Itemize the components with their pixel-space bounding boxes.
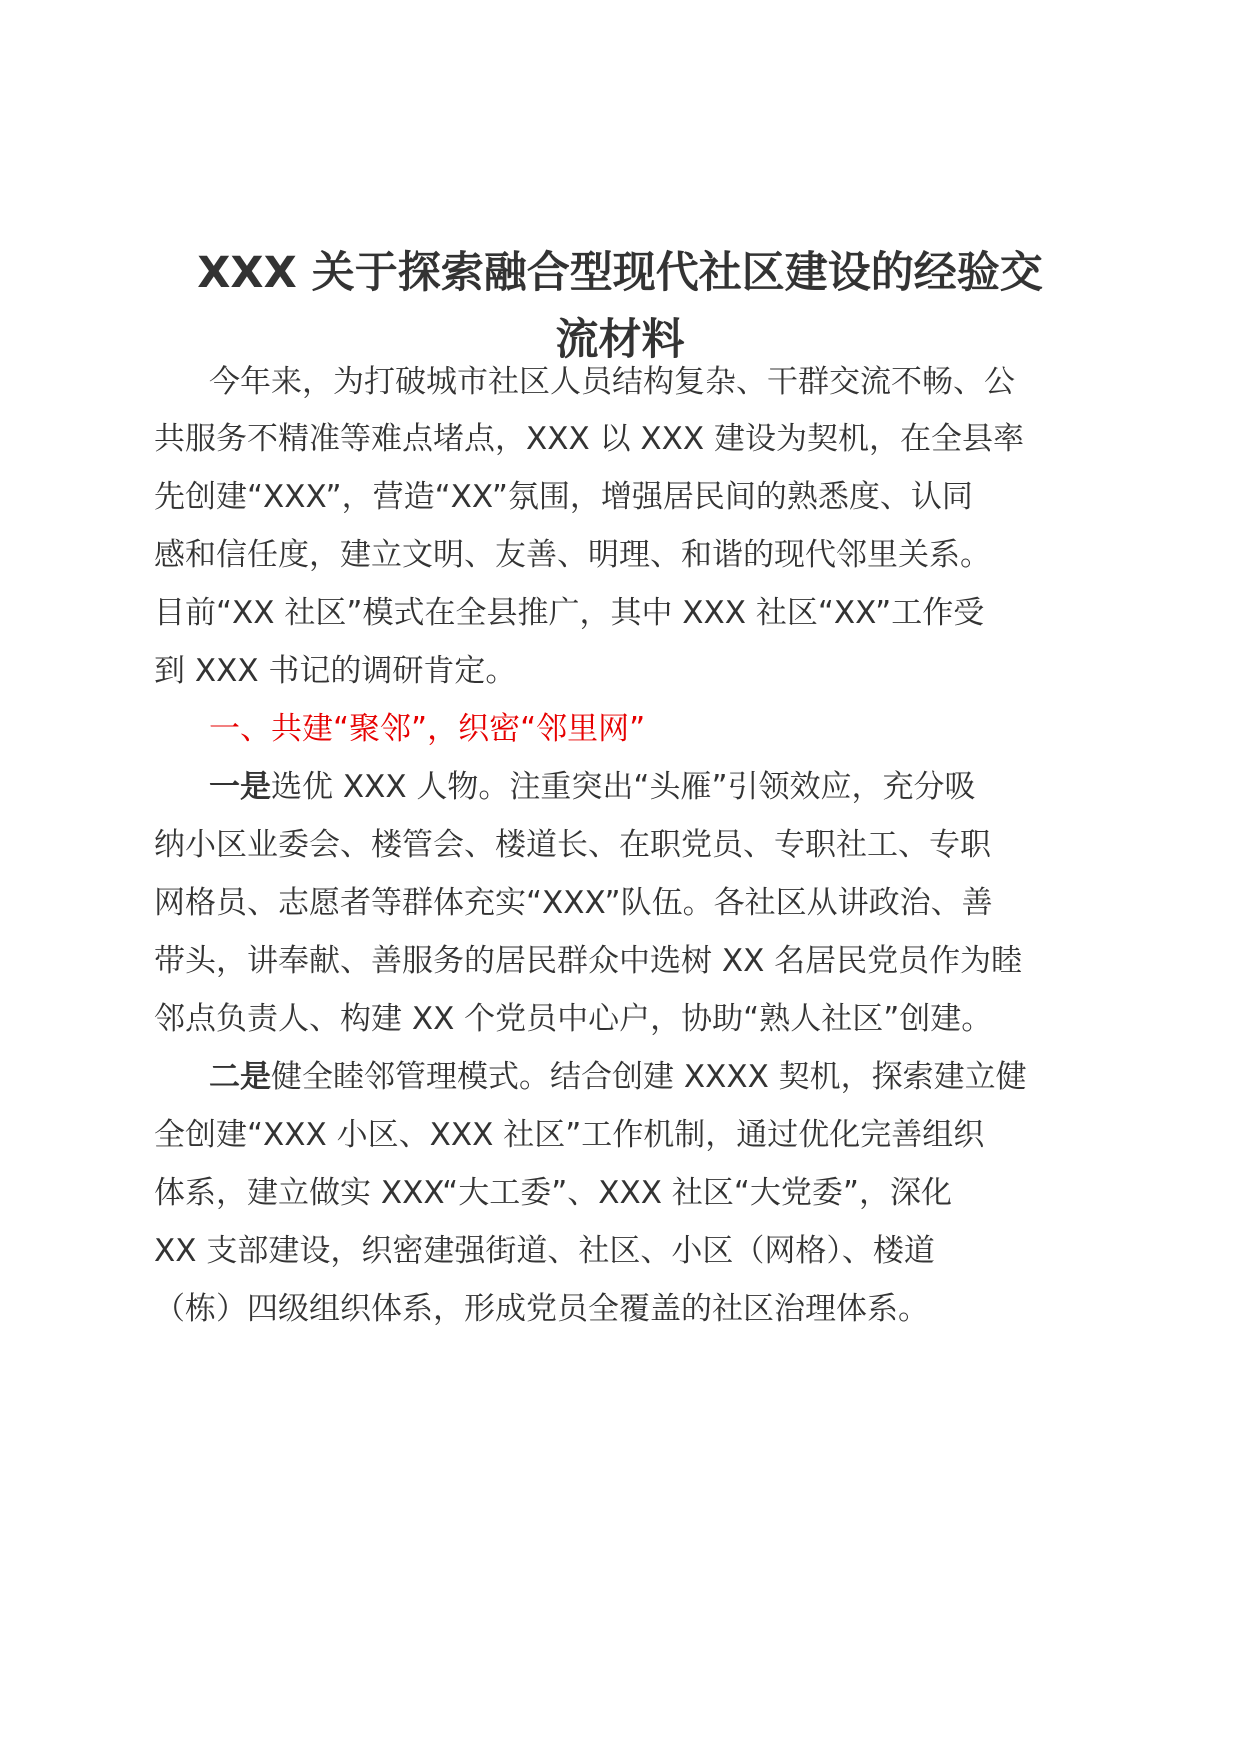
point1-line-4: 带头，讲奉献、善服务的居民群众中选树 XX 名居民党员作为睦 — [154, 943, 1023, 979]
intro-line-1: 今年来，为打破城市社区人员结构复杂、干群交流不畅、公 — [209, 364, 1015, 400]
point2-lead: 二是 — [209, 1059, 271, 1095]
point2-line-4: XX 支部建设，织密建强街道、社区、小区（网格）、楼道 — [154, 1233, 935, 1269]
title-line-1: XXX 关于探索融合型现代社区建设的经验交 — [197, 248, 1043, 298]
point1-line-2: 纳小区业委会、楼管会、楼道长、在职党员、专职社工、专职 — [154, 827, 991, 863]
intro-line-3: 先创建“XXX”，营造“XX”氛围，增强居民间的熟悉度、认同 — [154, 479, 973, 515]
document-title — [150, 240, 1090, 374]
intro-line-6: 到 XXX 书记的调研肯定。 — [154, 653, 517, 689]
point2-line-2: 全创建“XXX 小区、XXX 社区”工作机制，通过优化完善组织 — [154, 1117, 985, 1153]
point1-lead: 一是 — [209, 769, 271, 805]
section-heading: 一、共建“聚邻”，织密“邻里网” — [209, 711, 646, 747]
point1-first-line — [209, 767, 976, 807]
title-line-2: 流材料 — [555, 315, 685, 365]
point1-line-3: 网格员、志愿者等群体充实“XXX”队伍。各社区从讲政治、善 — [154, 885, 993, 921]
intro-line-4: 感和信任度，建立文明、友善、明理、和谐的现代邻里关系。 — [154, 537, 991, 573]
intro-line-5: 目前“XX 社区”模式在全县推广，其中 XXX 社区“XX”工作受 — [154, 595, 985, 631]
point2-line-3: 体系，建立做实 XXX“大工委”、XXX 社区“大党委”，深化 — [154, 1175, 952, 1211]
intro-line-2: 共服务不精准等难点堵点，XXX 以 XXX 建设为契机，在全县率 — [154, 421, 1024, 457]
point2-line-5: （栋）四级组织体系，形成党员全覆盖的社区治理体系。 — [154, 1291, 929, 1327]
point1-first-line-text: 选优 XXX 人物。注重突出“头雁”引领效应，充分吸 — [271, 769, 976, 805]
point1-line-5: 邻点负责人、构建 XX 个党员中心户，协助“熟人社区”创建。 — [154, 1001, 993, 1037]
point2-first-line-text: 健全睦邻管理模式。结合创建 XXXX 契机，探索建立健 — [271, 1059, 1027, 1095]
point2-first-line — [209, 1057, 1027, 1097]
